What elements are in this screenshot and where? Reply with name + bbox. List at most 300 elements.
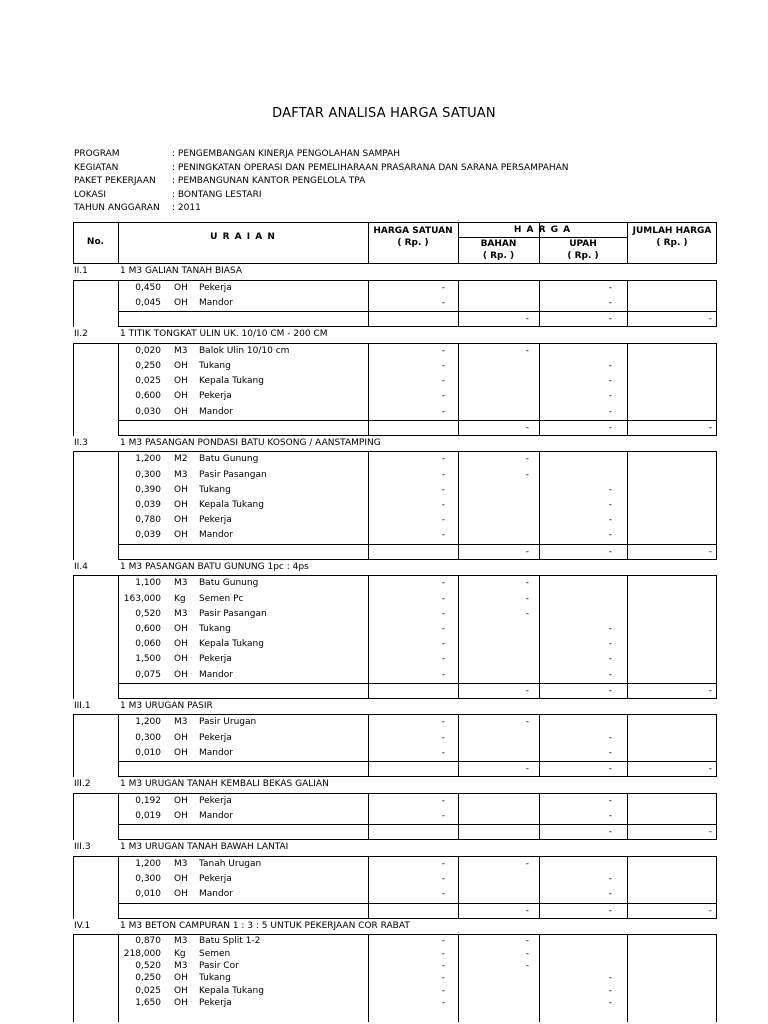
item-unit: M3	[174, 960, 188, 971]
item-row	[73, 637, 717, 652]
item-row	[73, 809, 717, 824]
item-description: Pekerja	[199, 997, 232, 1008]
item-quantity: 0,870	[135, 936, 161, 947]
subtotal-row	[73, 903, 717, 919]
item-quantity: 0,060	[135, 639, 161, 650]
item-upah	[539, 857, 612, 872]
item-upah	[539, 948, 612, 960]
meta-row-program	[74, 148, 569, 162]
item-row	[73, 592, 717, 607]
item-description: Tanah Urugan	[199, 858, 262, 869]
item-quantity: 163,000	[123, 593, 161, 604]
item-row	[73, 622, 717, 637]
item-harga-satuan: -	[441, 960, 445, 971]
subtotal-row	[73, 824, 717, 840]
item-row	[73, 668, 717, 683]
item-row	[73, 972, 717, 984]
subtotal-row	[73, 761, 717, 777]
item-description: Tukang	[199, 484, 231, 495]
item-upah: -	[608, 985, 612, 996]
item-quantity: 0,039	[135, 530, 161, 541]
subtotal-jumlah: -	[708, 422, 712, 433]
item-upah: -	[608, 811, 612, 821]
item-unit: OH	[174, 391, 188, 402]
item-row	[73, 715, 717, 730]
group-title: 1 M3 URUGAN TANAH BAWAH LANTAI	[120, 842, 289, 853]
item-upah: -	[608, 973, 612, 984]
item-row	[73, 389, 717, 404]
item-description: Mandor	[199, 406, 233, 417]
group-title: 1 M3 PASANGAN BATU GUNUNG 1pc : 4ps	[120, 561, 309, 572]
item-upah	[539, 592, 612, 607]
item-harga-satuan: -	[441, 406, 445, 417]
item-upah: -	[608, 406, 612, 417]
item-bahan	[458, 887, 529, 902]
item-upah	[539, 715, 612, 730]
item-description: Pekerja	[199, 874, 232, 885]
subtotal-jumlah: -	[708, 313, 712, 324]
item-quantity: 0,520	[135, 960, 161, 971]
item-unit: OH	[174, 747, 188, 758]
item-unit: OH	[174, 282, 188, 293]
item-harga-satuan: -	[441, 515, 445, 526]
item-unit: OH	[174, 669, 188, 680]
item-description: Pekerja	[199, 515, 232, 526]
item-quantity: 0,600	[135, 623, 161, 634]
item-quantity: 1,200	[135, 858, 161, 869]
item-upah: -	[608, 639, 612, 650]
item-quantity: 0,030	[135, 406, 161, 417]
header-upah-rp: ( Rp. )	[567, 251, 599, 261]
subtotal-row	[73, 683, 717, 699]
item-unit: M2	[174, 454, 188, 465]
item-harga-satuan: -	[441, 997, 445, 1008]
group-title-row	[73, 699, 717, 716]
item-quantity: 0,450	[135, 282, 161, 293]
item-upah	[539, 344, 612, 359]
item-row	[73, 652, 717, 667]
group-code: III.3	[74, 842, 91, 853]
item-bahan	[458, 985, 529, 997]
item-unit: OH	[174, 484, 188, 495]
item-harga-satuan: -	[441, 484, 445, 495]
item-description: Pekerja	[199, 732, 232, 743]
item-unit: M3	[174, 717, 188, 728]
group-title: 1 M3 BETON CAMPURAN 1 : 3 : 5 UNTUK PEKERJAAN COR RABAT	[120, 920, 410, 931]
item-description: Pekerja	[199, 391, 232, 402]
item-harga-satuan: -	[441, 360, 445, 371]
item-description: Mandor	[199, 811, 233, 821]
analysis-table	[73, 222, 717, 1022]
group-code: III.1	[74, 700, 91, 711]
item-quantity: 0,250	[135, 360, 161, 371]
item-description: Semen	[199, 948, 231, 959]
item-bahan	[458, 668, 529, 683]
subtotal-upah: -	[608, 827, 612, 838]
item-harga-satuan: -	[441, 608, 445, 619]
header-uraian: U R A I A N	[210, 232, 276, 242]
item-unit: OH	[174, 515, 188, 526]
item-bahan	[458, 296, 529, 311]
header-upah: UPAH	[569, 239, 597, 249]
subtotal-jumlah: -	[708, 685, 712, 696]
item-unit: OH	[174, 973, 188, 984]
item-upah: -	[608, 654, 612, 665]
subtotal-left-line	[73, 420, 118, 436]
item-description: Pasir Urugan	[199, 717, 257, 728]
item-upah: -	[608, 391, 612, 402]
item-harga-satuan: -	[441, 639, 445, 650]
item-upah: -	[608, 484, 612, 495]
item-description: Mandor	[199, 669, 233, 680]
item-harga-satuan: -	[441, 530, 445, 541]
item-row	[73, 576, 717, 591]
group-title-row	[73, 777, 717, 794]
item-quantity: 0,300	[135, 469, 161, 480]
subtotal-jumlah: -	[708, 546, 712, 557]
item-harga-satuan: -	[441, 500, 445, 511]
subtotal-upah: -	[608, 313, 612, 324]
header-harga-satuan: HARGA SATUAN	[373, 226, 453, 236]
group-title-row	[73, 560, 717, 577]
item-upah: -	[608, 360, 612, 371]
item-bahan: -	[525, 593, 529, 604]
subtotal-upah: -	[608, 546, 612, 557]
item-bahan: -	[525, 960, 529, 971]
group-code: IV.1	[74, 920, 91, 931]
table-body	[73, 264, 717, 1009]
item-quantity: 0,390	[135, 484, 161, 495]
item-harga-satuan: -	[441, 717, 445, 728]
header-jumlah-harga: JUMLAH HARGA	[632, 226, 712, 236]
item-bahan: -	[525, 948, 529, 959]
item-harga-satuan: -	[441, 858, 445, 869]
item-bahan	[458, 794, 529, 809]
item-harga-satuan: -	[441, 669, 445, 680]
subtotal-upah: -	[608, 685, 612, 696]
item-harga-satuan: -	[441, 973, 445, 984]
subtotal-upah: -	[608, 764, 612, 775]
item-unit: OH	[174, 985, 188, 996]
item-description: Kepala Tukang	[199, 376, 264, 387]
item-bahan	[458, 498, 529, 513]
item-quantity: 0,075	[135, 669, 161, 680]
item-unit: M3	[174, 578, 188, 589]
meta-label: PAKET PEKERJAAN	[74, 176, 156, 187]
item-unit: OH	[174, 376, 188, 387]
item-bahan	[458, 972, 529, 984]
item-row	[73, 794, 717, 809]
item-unit: OH	[174, 297, 188, 308]
item-unit: M3	[174, 936, 188, 947]
group-code: II.3	[74, 437, 88, 448]
document-title: DAFTAR ANALISA HARGA SATUAN	[272, 106, 496, 121]
subtotal-bahan: -	[525, 685, 529, 696]
item-harga-satuan: -	[441, 297, 445, 308]
header-harga-satuan-rp: ( Rp. )	[397, 238, 429, 248]
group-title: 1 M3 GALIAN TANAH BIASA	[120, 266, 242, 276]
meta-row-lokasi	[74, 189, 569, 203]
item-row	[73, 468, 717, 483]
item-harga-satuan: -	[441, 889, 445, 900]
item-unit: OH	[174, 795, 188, 806]
subtotal-jumlah: -	[708, 827, 712, 838]
item-unit: OH	[174, 500, 188, 511]
item-bahan: -	[525, 469, 529, 480]
subtotal-left-line	[73, 544, 118, 560]
item-description: Semen Pc	[199, 593, 244, 604]
item-quantity: 0,010	[135, 747, 161, 758]
item-description: Mandor	[199, 889, 233, 900]
item-bahan: -	[525, 858, 529, 869]
item-bahan	[458, 746, 529, 761]
item-quantity: 0,250	[135, 973, 161, 984]
item-upah	[539, 607, 612, 622]
item-row	[73, 887, 717, 902]
item-row	[73, 513, 717, 528]
meta-value: : PENGEMBANGAN KINERJA PENGOLAHAN SAMPAH	[172, 149, 401, 159]
item-upah	[539, 576, 612, 591]
item-bahan	[458, 652, 529, 667]
group-title: 1 M3 PASANGAN PONDASI BATU KOSONG / AANSTAMPING	[120, 437, 381, 448]
item-harga-satuan: -	[441, 936, 445, 947]
subtotal-upah: -	[608, 905, 612, 916]
item-description: Pekerja	[199, 282, 232, 293]
item-quantity: 0,600	[135, 391, 161, 402]
item-bahan	[458, 872, 529, 887]
item-row	[73, 296, 717, 311]
header-harga: H A R G A	[513, 225, 572, 235]
item-quantity: 0,300	[135, 874, 161, 885]
item-harga-satuan: -	[441, 454, 445, 465]
item-row	[73, 746, 717, 761]
group-title-row	[73, 919, 717, 936]
item-upah: -	[608, 874, 612, 885]
item-unit: M3	[174, 858, 188, 869]
subtotal-row	[73, 420, 717, 436]
item-quantity: 1,200	[135, 717, 161, 728]
item-description: Batu Gunung	[199, 578, 259, 589]
item-description: Tukang	[199, 973, 231, 984]
item-harga-satuan: -	[441, 593, 445, 604]
subtotal-left-line	[73, 683, 118, 699]
group-title: 1 M3 URUGAN PASIR	[120, 700, 213, 711]
item-upah: -	[608, 515, 612, 526]
item-harga-satuan: -	[441, 747, 445, 758]
item-row	[73, 359, 717, 374]
meta-value: : 2011	[172, 203, 201, 214]
item-unit: M3	[174, 345, 188, 356]
item-row	[73, 405, 717, 420]
subtotal-left-line	[73, 311, 118, 327]
item-unit: OH	[174, 406, 188, 417]
item-row	[73, 483, 717, 498]
item-bahan	[458, 622, 529, 637]
item-quantity: 1,500	[135, 654, 161, 665]
item-upah	[539, 468, 612, 483]
item-quantity: 0,520	[135, 608, 161, 619]
item-description: Balok Ulin 10/10 cm	[199, 345, 290, 356]
item-description: Tukang	[199, 360, 231, 371]
item-quantity: 1,100	[135, 578, 161, 589]
group-title-row	[73, 264, 717, 281]
item-harga-satuan: -	[441, 985, 445, 996]
table-header	[73, 222, 717, 264]
item-harga-satuan: -	[441, 623, 445, 634]
item-bahan	[458, 405, 529, 420]
meta-row-paket	[74, 175, 569, 189]
group-title: 1 M3 URUGAN TANAH KEMBALI BEKAS GALIAN	[120, 779, 329, 790]
item-bahan	[458, 528, 529, 543]
meta-value: : BONTANG LESTARI	[172, 189, 262, 200]
group-title-row	[73, 436, 717, 453]
item-bahan: -	[525, 345, 529, 356]
item-description: Pasir Pasangan	[199, 608, 267, 619]
subtotal-bahan	[458, 825, 529, 839]
item-bahan: -	[525, 608, 529, 619]
item-unit: OH	[174, 889, 188, 900]
item-unit: OH	[174, 732, 188, 743]
subtotal-bahan: -	[525, 546, 529, 557]
item-harga-satuan: -	[441, 345, 445, 356]
subtotal-bahan: -	[525, 905, 529, 916]
item-unit: OH	[174, 623, 188, 634]
item-row	[73, 960, 717, 972]
item-unit: Kg	[174, 593, 186, 604]
item-description: Pekerja	[199, 654, 232, 665]
item-unit: M3	[174, 608, 188, 619]
item-unit: OH	[174, 874, 188, 885]
item-unit: OH	[174, 360, 188, 371]
group-code: III.2	[74, 779, 91, 790]
item-description: Kepala Tukang	[199, 500, 264, 511]
meta-label: LOKASI	[74, 189, 107, 200]
subtotal-left-line	[73, 761, 118, 777]
item-harga-satuan: -	[441, 732, 445, 743]
item-bahan	[458, 513, 529, 528]
subtotal-row	[73, 544, 717, 560]
item-bahan	[458, 359, 529, 374]
item-upah	[539, 935, 612, 947]
group-title-row	[73, 327, 717, 344]
subtotal-jumlah: -	[708, 905, 712, 916]
item-description: Mandor	[199, 747, 233, 758]
item-bahan	[458, 637, 529, 652]
item-quantity: 0,019	[135, 811, 161, 821]
item-description: Mandor	[199, 530, 233, 541]
item-unit: OH	[174, 811, 188, 821]
item-harga-satuan: -	[441, 795, 445, 806]
item-row	[73, 948, 717, 960]
item-bahan	[458, 809, 529, 824]
group-title: 1 TITIK TONGKAT ULIN UK. 10/10 CM - 200 CM	[120, 329, 328, 340]
item-bahan: -	[525, 717, 529, 728]
subtotal-row	[73, 311, 717, 327]
item-harga-satuan: -	[441, 376, 445, 387]
item-upah: -	[608, 795, 612, 806]
item-bahan: -	[525, 936, 529, 947]
group-code: II.2	[74, 329, 88, 340]
item-upah: -	[608, 530, 612, 541]
item-row	[73, 344, 717, 359]
item-upah: -	[608, 889, 612, 900]
item-bahan: -	[525, 454, 529, 465]
item-upah: -	[608, 297, 612, 308]
item-harga-satuan: -	[441, 469, 445, 480]
meta-label: KEGIATAN	[74, 162, 119, 173]
item-quantity: 1,650	[135, 997, 161, 1008]
item-harga-satuan: -	[441, 578, 445, 589]
header-no: No.	[86, 237, 105, 247]
item-upah: -	[608, 282, 612, 293]
item-bahan	[458, 281, 529, 296]
item-description: Mandor	[199, 297, 233, 308]
meta-row-tahun	[74, 202, 569, 216]
item-quantity: 1,200	[135, 454, 161, 465]
item-harga-satuan: -	[441, 874, 445, 885]
subtotal-bahan: -	[525, 764, 529, 775]
item-upah: -	[608, 376, 612, 387]
item-upah: -	[608, 623, 612, 634]
item-quantity: 0,025	[135, 376, 161, 387]
item-upah: -	[608, 997, 612, 1008]
item-row	[73, 935, 717, 947]
item-bahan	[458, 731, 529, 746]
item-upah	[539, 452, 612, 467]
item-quantity: 0,025	[135, 985, 161, 996]
subtotal-bahan: -	[525, 313, 529, 324]
item-quantity: 0,300	[135, 732, 161, 743]
subtotal-upah: -	[608, 422, 612, 433]
header-bahan: BAHAN	[480, 239, 517, 249]
header-bahan-rp: ( Rp. )	[482, 251, 515, 261]
group-code: II.1	[74, 266, 88, 276]
item-bahan	[458, 997, 529, 1009]
item-unit: M3	[174, 469, 188, 480]
item-row	[73, 498, 717, 513]
item-description: Pekerja	[199, 795, 232, 806]
item-harga-satuan: -	[441, 948, 445, 959]
meta-label: TAHUN ANGGARAN	[74, 203, 160, 214]
item-unit: OH	[174, 997, 188, 1008]
subtotal-left-line	[73, 824, 118, 840]
item-quantity: 0,192	[135, 795, 161, 806]
item-harga-satuan: -	[441, 811, 445, 821]
item-upah: -	[608, 732, 612, 743]
item-row	[73, 857, 717, 872]
item-unit: OH	[174, 530, 188, 541]
meta-row-kegiatan	[74, 162, 569, 176]
item-bahan	[458, 389, 529, 404]
item-row	[73, 997, 717, 1009]
item-row	[73, 452, 717, 467]
item-quantity: 218,000	[123, 948, 161, 959]
item-bahan: -	[525, 578, 529, 589]
item-description: Pasir Cor	[199, 960, 239, 971]
item-unit: OH	[174, 639, 188, 650]
meta-label: PROGRAM	[74, 149, 120, 159]
subtotal-left-line	[73, 903, 118, 919]
item-unit: OH	[174, 654, 188, 665]
item-upah	[539, 960, 612, 972]
item-row	[73, 528, 717, 543]
header-jumlah-harga-rp: ( Rp. )	[656, 238, 688, 248]
item-row	[73, 985, 717, 997]
item-row	[73, 731, 717, 746]
item-quantity: 0,010	[135, 889, 161, 900]
subtotal-jumlah: -	[708, 764, 712, 775]
item-harga-satuan: -	[441, 391, 445, 402]
